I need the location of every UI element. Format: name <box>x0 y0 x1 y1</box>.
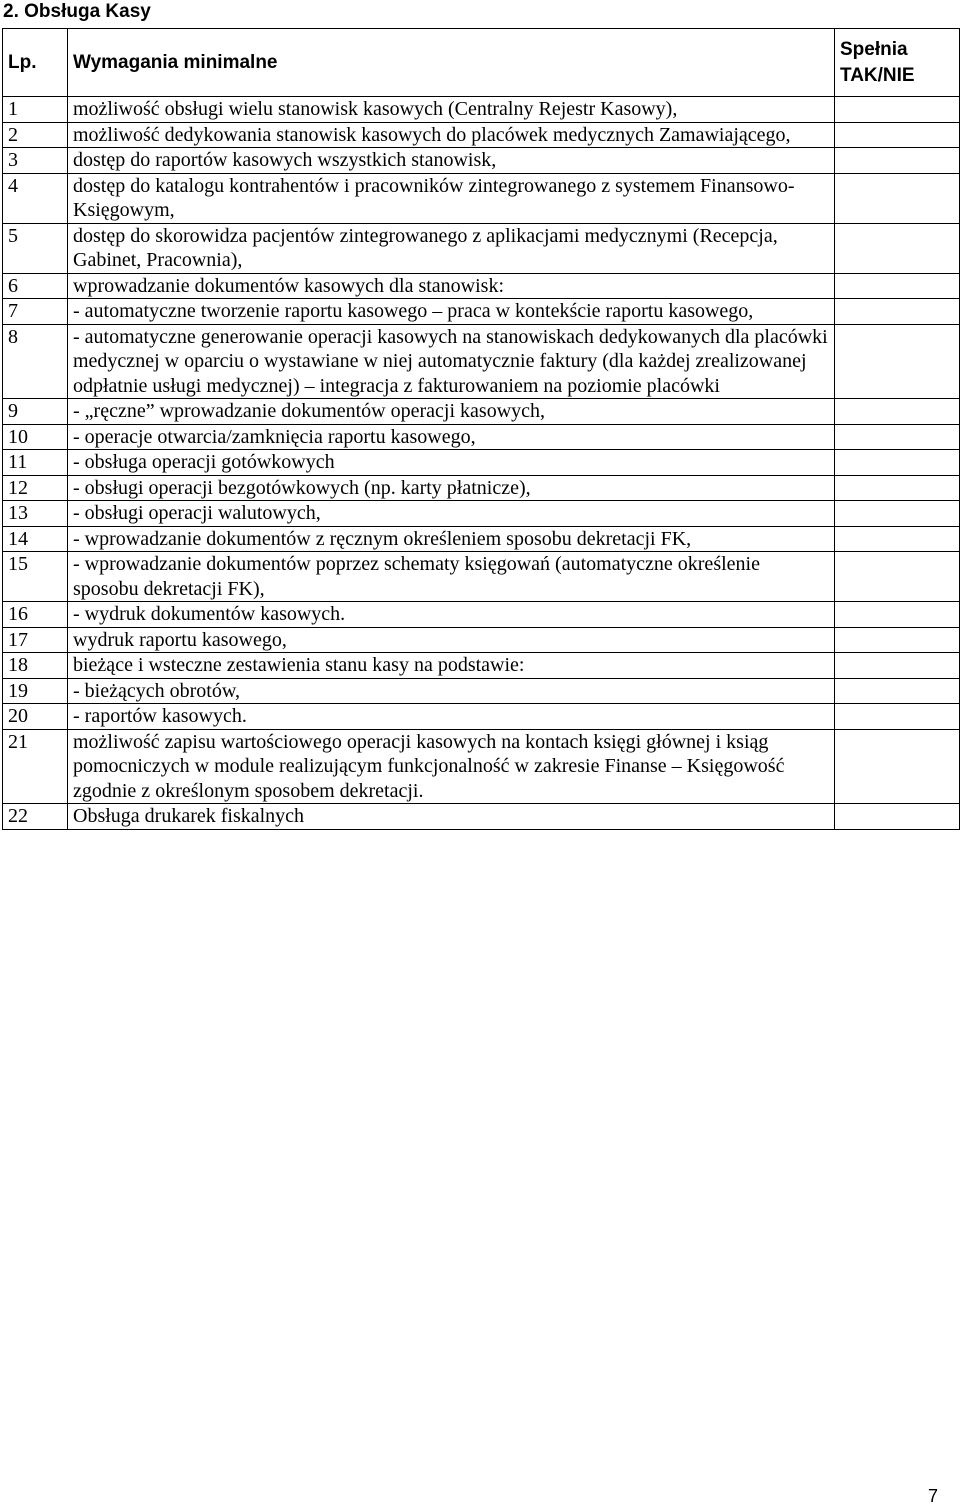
table-row <box>3 299 960 325</box>
requirements-table <box>2 28 960 830</box>
compliance-cell[interactable] <box>835 148 960 174</box>
row-number: 17 <box>3 627 68 653</box>
row-number: 2 <box>3 122 68 148</box>
row-number: 20 <box>3 704 68 730</box>
row-number: 19 <box>3 678 68 704</box>
compliance-cell[interactable] <box>835 273 960 299</box>
requirement-text: - wprowadzanie dokumentów poprzez schematy księgowań (automatyczne określenie sposobu dekretacji FK), <box>68 552 835 602</box>
requirement-text: - wydruk dokumentów kasowych. <box>68 602 835 628</box>
row-number: 15 <box>3 552 68 602</box>
row-number: 18 <box>3 653 68 679</box>
table-row <box>3 729 960 804</box>
section-title: 2. Obsługa Kasy <box>3 1 151 22</box>
row-number: 6 <box>3 273 68 299</box>
compliance-cell[interactable] <box>835 97 960 123</box>
requirement-text: Obsługa drukarek fiskalnych <box>68 804 835 830</box>
compliance-cell[interactable] <box>835 299 960 325</box>
page-number: 7 <box>928 1486 939 1506</box>
table-row <box>3 475 960 501</box>
row-number: 12 <box>3 475 68 501</box>
header-requirement: Wymagania minimalne <box>68 29 835 97</box>
table-row <box>3 273 960 299</box>
table-row <box>3 148 960 174</box>
table-row <box>3 223 960 273</box>
requirement-text: dostęp do skorowidza pacjentów zintegrowanego z aplikacjami medycznymi (Recepcja, Gabinet, Pracownia), <box>68 223 835 273</box>
requirement-text: możliwość dedykowania stanowisk kasowych do placówek medycznych Zamawiającego, <box>68 122 835 148</box>
compliance-cell[interactable] <box>835 399 960 425</box>
table-row <box>3 122 960 148</box>
compliance-cell[interactable] <box>835 526 960 552</box>
row-number: 3 <box>3 148 68 174</box>
table-row <box>3 424 960 450</box>
table-row <box>3 97 960 123</box>
requirement-text: dostęp do raportów kasowych wszystkich stanowisk, <box>68 148 835 174</box>
table-row <box>3 173 960 223</box>
table-row <box>3 627 960 653</box>
requirement-text: - obsługi operacji walutowych, <box>68 501 835 527</box>
compliance-cell[interactable] <box>835 475 960 501</box>
compliance-cell[interactable] <box>835 501 960 527</box>
requirement-text: - raportów kasowych. <box>68 704 835 730</box>
requirement-text: wydruk raportu kasowego, <box>68 627 835 653</box>
row-number: 10 <box>3 424 68 450</box>
row-number: 22 <box>3 804 68 830</box>
table-row <box>3 678 960 704</box>
table-row <box>3 399 960 425</box>
compliance-cell[interactable] <box>835 804 960 830</box>
row-number: 21 <box>3 729 68 804</box>
requirement-text: wprowadzanie dokumentów kasowych dla stanowisk: <box>68 273 835 299</box>
compliance-cell[interactable] <box>835 223 960 273</box>
compliance-cell[interactable] <box>835 602 960 628</box>
compliance-cell[interactable] <box>835 173 960 223</box>
requirement-text: możliwość obsługi wielu stanowisk kasowych (Centralny Rejestr Kasowy), <box>68 97 835 123</box>
compliance-cell[interactable] <box>835 729 960 804</box>
table-header-row <box>3 29 960 97</box>
compliance-cell[interactable] <box>835 704 960 730</box>
compliance-cell[interactable] <box>835 324 960 399</box>
row-number: 16 <box>3 602 68 628</box>
requirement-text: bieżące i wsteczne zestawienia stanu kasy na podstawie: <box>68 653 835 679</box>
table-row <box>3 526 960 552</box>
table-row <box>3 552 960 602</box>
row-number: 13 <box>3 501 68 527</box>
requirement-text: dostęp do katalogu kontrahentów i pracowników zintegrowanego z systemem Finansowo-Księgowym, <box>68 173 835 223</box>
compliance-cell[interactable] <box>835 627 960 653</box>
row-number: 8 <box>3 324 68 399</box>
table-row <box>3 704 960 730</box>
requirement-text: - operacje otwarcia/zamknięcia raportu kasowego, <box>68 424 835 450</box>
table-row <box>3 653 960 679</box>
row-number: 11 <box>3 450 68 476</box>
requirement-text: możliwość zapisu wartościowego operacji kasowych na kontach księgi głównej i ksiąg pomocniczych w module realizującym funkcjonalność w zakresie Finanse – Księgowość zgodnie z określonym sposobem dekretacji. <box>68 729 835 804</box>
row-number: 5 <box>3 223 68 273</box>
table-row <box>3 501 960 527</box>
compliance-cell[interactable] <box>835 424 960 450</box>
row-number: 14 <box>3 526 68 552</box>
table-row <box>3 324 960 399</box>
header-compliance: Spełnia TAK/NIE <box>835 29 960 97</box>
compliance-cell[interactable] <box>835 122 960 148</box>
compliance-cell[interactable] <box>835 653 960 679</box>
row-number: 4 <box>3 173 68 223</box>
header-lp: Lp. <box>3 29 68 97</box>
row-number: 7 <box>3 299 68 325</box>
compliance-cell[interactable] <box>835 678 960 704</box>
requirement-text: - bieżących obrotów, <box>68 678 835 704</box>
table-row <box>3 804 960 830</box>
compliance-cell[interactable] <box>835 552 960 602</box>
requirement-text: - automatyczne generowanie operacji kasowych na stanowiskach dedykowanych dla placówki medycznej w oparciu o wystawiane w niej automatycznie faktury (dla każdej zrealizowanej odpłatnie usługi medycznej) – integracja z fakturowaniem na poziomie placówki <box>68 324 835 399</box>
requirement-text: - obsługa operacji gotówkowych <box>68 450 835 476</box>
compliance-cell[interactable] <box>835 450 960 476</box>
requirement-text: - automatyczne tworzenie raportu kasowego – praca w kontekście raportu kasowego, <box>68 299 835 325</box>
table-row <box>3 602 960 628</box>
table-row <box>3 450 960 476</box>
requirement-text: - „ręczne” wprowadzanie dokumentów operacji kasowych, <box>68 399 835 425</box>
row-number: 9 <box>3 399 68 425</box>
row-number: 1 <box>3 97 68 123</box>
requirement-text: - obsługi operacji bezgotówkowych (np. karty płatnicze), <box>68 475 835 501</box>
requirement-text: - wprowadzanie dokumentów z ręcznym określeniem sposobu dekretacji FK, <box>68 526 835 552</box>
